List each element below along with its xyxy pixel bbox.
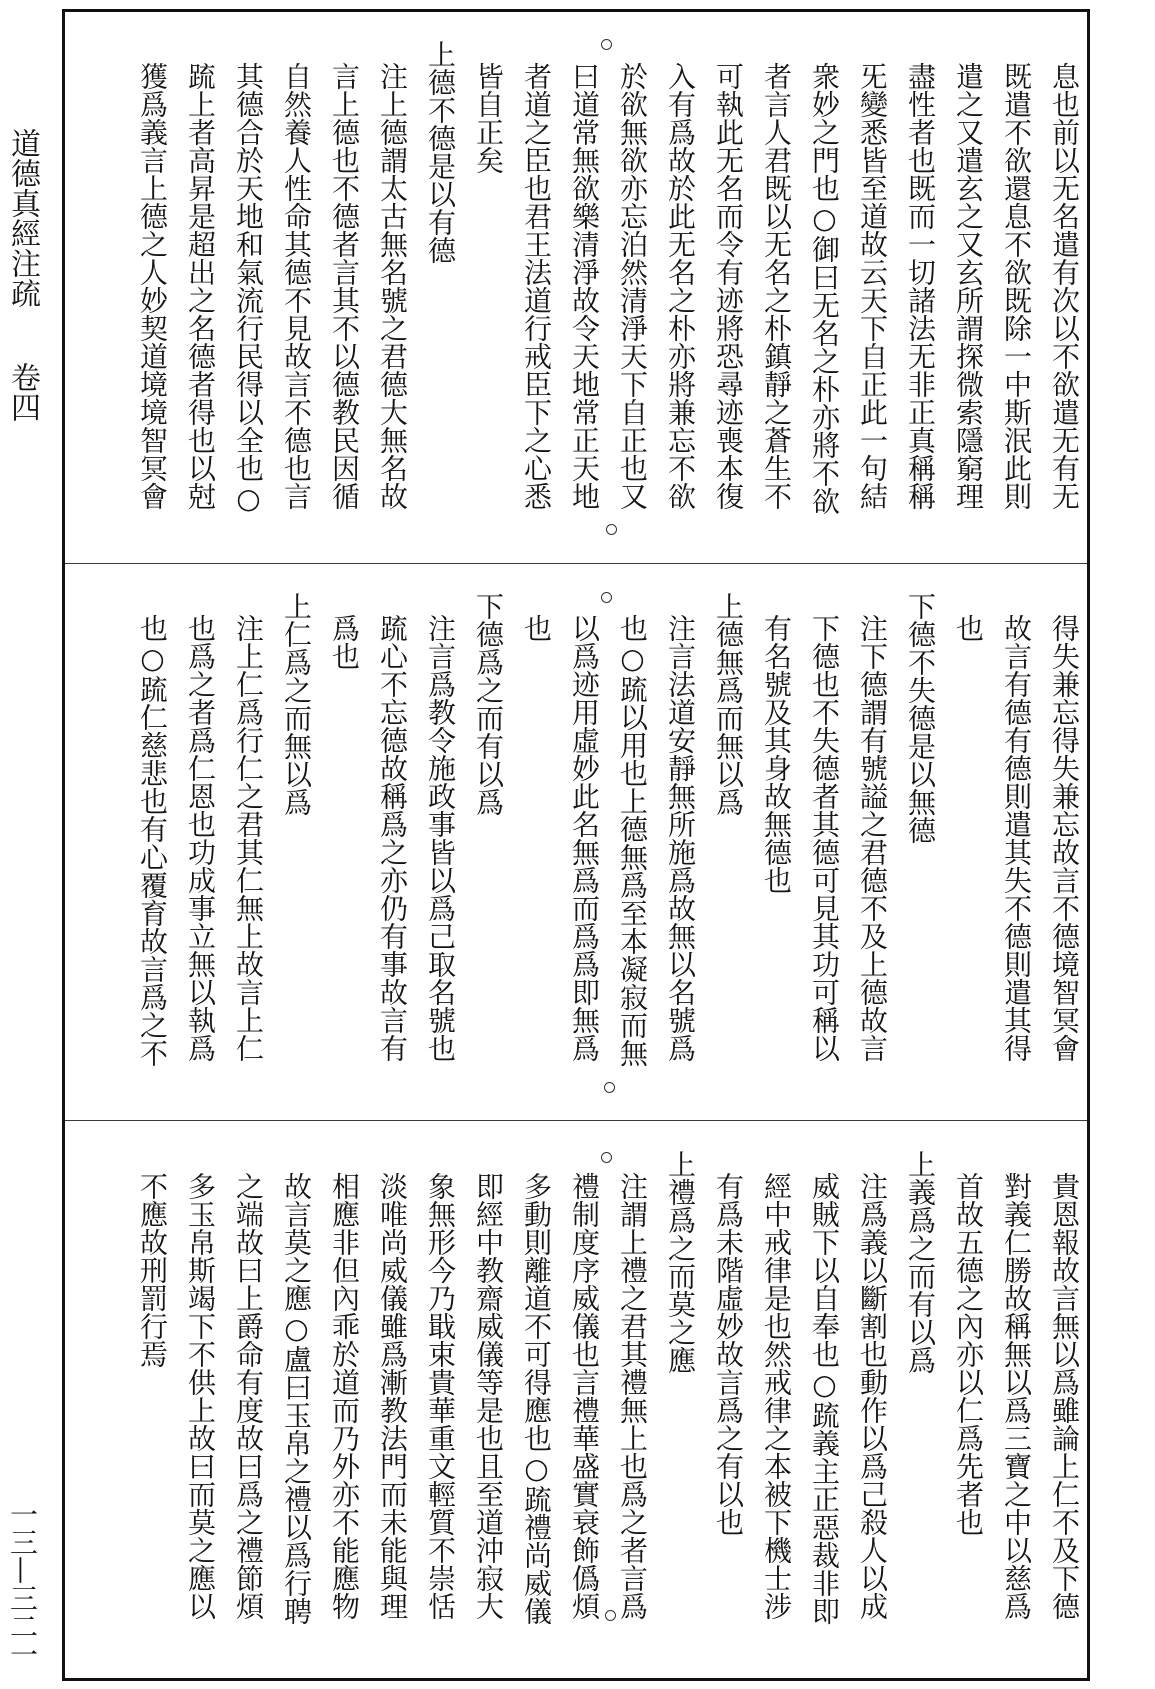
commentary-column: 以爲迹用虛妙此名無爲而爲爲即無爲 bbox=[568, 614, 601, 1062]
commentary-column: 相應非但內乖於道而乃外亦不能應物 bbox=[328, 1172, 361, 1620]
commentary-column: 注上德謂太古無名號之君德大無名故 bbox=[376, 62, 409, 510]
commentary-column: 言上德也不德者言其不以德教民因循 bbox=[328, 62, 361, 510]
register-bottom bbox=[128, 1150, 1088, 1670]
commentary-column: 者言人君既以无名之朴鎮靜之蒼生不 bbox=[760, 62, 793, 510]
commentary-column: 䟽上者高昇是超出之名德者得也以尅 bbox=[184, 62, 217, 510]
scripture-column: 上德不德是以有德 bbox=[424, 40, 457, 264]
commentary-column: 曰道常無欲樂清淨故令天地常正天地 bbox=[568, 62, 601, 510]
commentary-column: 遣之又遣玄之又玄所謂探微索隱窮理 bbox=[952, 62, 985, 510]
commentary-column: 注言法道安靜無所施爲故無以名號爲 bbox=[664, 614, 697, 1062]
scripture-column: 上禮爲之而莫之應 bbox=[664, 1150, 697, 1374]
scripture-column: 上義爲之而有以爲 bbox=[904, 1150, 937, 1374]
commentary-column: 旡變悉皆至道故云天下自正此一句結 bbox=[856, 62, 889, 510]
commentary-column: 故言莫之應○盧曰玉帛之禮以爲行聘 bbox=[280, 1172, 313, 1625]
commentary-column: 盡性者也既而一切諸法无非正真稱稱 bbox=[904, 62, 937, 510]
scripture-column: 下德爲之而有以爲 bbox=[472, 592, 505, 816]
commentary-column: 可執此无名而令有迹將恐尋迹喪本復 bbox=[712, 62, 745, 510]
commentary-column: 首故五德之內亦以仁爲先者也 bbox=[952, 1172, 985, 1536]
commentary-column: 之端故曰上爵命有度故曰爲之禮節煩 bbox=[232, 1172, 265, 1620]
commentary-column: 得失兼忘得失兼忘故言不德境智冥會 bbox=[1048, 614, 1081, 1062]
commentary-column: 有名號及其身故無德也 bbox=[760, 614, 793, 894]
commentary-column: 故言有德有德則遣其失不德則遣其得 bbox=[1000, 614, 1033, 1062]
scripture-column: 上德無爲而無以爲 bbox=[712, 592, 745, 816]
commentary-column: 禮制度序威儀也言禮華盛實衰飾僞煩 bbox=[568, 1172, 601, 1620]
commentary-column: 入有爲故於此无名之朴亦將兼忘不欲 bbox=[664, 62, 697, 510]
commentary-column: 注上仁爲行仁之君其仁無上故言上仁 bbox=[232, 614, 265, 1062]
commentary-column: 自然養人性命其德不見故言不德也言 bbox=[280, 62, 313, 510]
commentary-column: 也 bbox=[520, 614, 553, 642]
register-divider bbox=[65, 563, 1087, 564]
margin-volume: 卷四 bbox=[5, 362, 40, 422]
margin-title: 道德真經注疏 bbox=[5, 128, 40, 308]
commentary-column: 注爲義以斷割也動作以爲己殺人以成 bbox=[856, 1172, 889, 1620]
commentary-column: 多動則離道不可得應也○䟽禮尚威儀 bbox=[520, 1172, 553, 1625]
commentary-column: 貴恩報故言無以爲雖論上仁不及下德 bbox=[1048, 1172, 1081, 1620]
margin-page-number: 一三—三二一 bbox=[6, 1500, 39, 1668]
commentary-column: 者道之臣也君王法道行戒臣下之心悉 bbox=[520, 62, 553, 510]
commentary-column: 威賊下以自奉也○䟽義主正惡裁非即 bbox=[808, 1172, 841, 1625]
commentary-column: 有爲未階虛妙故言爲之有以也 bbox=[712, 1172, 745, 1536]
scripture-column: 上仁爲之而無以爲 bbox=[280, 592, 313, 816]
scripture-column: 下德不失德是以無德 bbox=[904, 592, 937, 844]
commentary-column: 其德合於天地和氣流行民得以全也○ bbox=[232, 62, 265, 515]
commentary-column: 注下德謂有號謚之君德不及上德故言 bbox=[856, 614, 889, 1062]
commentary-column: 注謂上禮之君其禮無上也爲之者言爲 bbox=[616, 1172, 649, 1620]
register-top bbox=[128, 40, 1088, 560]
commentary-column: 衆妙之門也○御曰无名之朴亦將不欲 bbox=[808, 62, 841, 515]
commentary-column: 下德也不失德者其德可見其功可稱以 bbox=[808, 614, 841, 1062]
commentary-column: 即經中教齋威儀等是也且至道沖寂大 bbox=[472, 1172, 505, 1620]
commentary-column: 淡唯尚威儀雖爲漸教法門而未能與理 bbox=[376, 1172, 409, 1620]
commentary-column: 也○䟽以用也上德無爲至本凝寂而無 bbox=[616, 614, 649, 1067]
commentary-column: 獲爲義言上德之人妙契道境境智冥會 bbox=[136, 62, 169, 510]
commentary-column: 皆自正矣 bbox=[472, 62, 505, 174]
commentary-column: 於欲無欲亦忘泊然清淨天下自正也又 bbox=[616, 62, 649, 510]
commentary-column: 不應故刑罰行焉 bbox=[136, 1172, 169, 1368]
register-middle bbox=[128, 592, 1088, 1112]
commentary-column: 也○䟽仁慈悲也有心覆育故言爲之不 bbox=[136, 614, 169, 1067]
commentary-column: 經中戒律是也然戒律之本被下機士涉 bbox=[760, 1172, 793, 1620]
commentary-column: 䟽心不忘德故稱爲之亦仍有事故言有 bbox=[376, 614, 409, 1062]
commentary-column: 息也前以无名遣有次以不欲遣无有无 bbox=[1048, 62, 1081, 510]
register-divider bbox=[65, 1120, 1087, 1121]
commentary-column: 也 bbox=[952, 614, 985, 642]
commentary-column: 注言爲教令施政事皆以爲己取名號也 bbox=[424, 614, 457, 1062]
commentary-column: 對義仁勝故稱無以爲三寶之中以慈爲 bbox=[1000, 1172, 1033, 1620]
commentary-column: 既遣不欲還息不欲既除一中斯泯此則 bbox=[1000, 62, 1033, 510]
commentary-column: 象無形今乃戢束貴華重文輕質不崇恬 bbox=[424, 1172, 457, 1620]
commentary-column: 爲也 bbox=[328, 614, 361, 670]
commentary-column: 也爲之者爲仁恩也功成事立無以執爲 bbox=[184, 614, 217, 1062]
commentary-column: 多玉帛斯竭下不供上故曰而莫之應以 bbox=[184, 1172, 217, 1620]
